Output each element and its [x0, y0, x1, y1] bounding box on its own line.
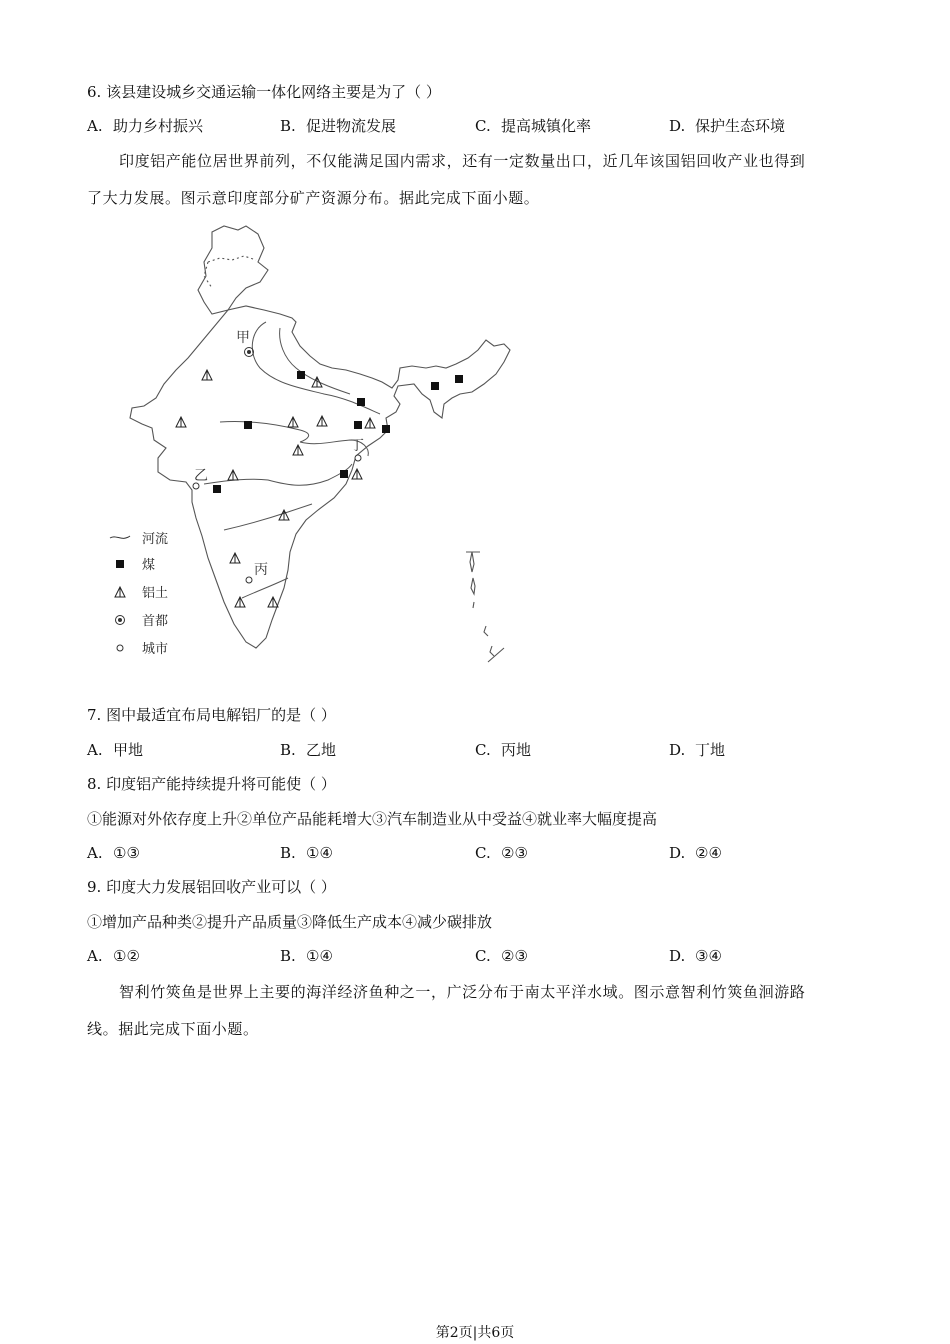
- bauxite-marker: [230, 553, 240, 563]
- passage-1-line-1: 印度铝产能位居世界前列，不仅能满足国内需求，还有一定数量出口，近几年该国铝回收产业也得到: [119, 152, 806, 170]
- bauxite-markers: [176, 370, 375, 607]
- q9-options: [87, 946, 867, 966]
- q6-option-a[interactable]: A. 助力乡村振兴: [87, 117, 204, 135]
- coal-legend-icon: [116, 560, 124, 568]
- q6-stem: 6. 该县建设城乡交通运输一体化网络主要是为了（ ）: [87, 83, 441, 101]
- passage-2-line-1: 智利竹筴鱼是世界上主要的海洋经济鱼种之一，广泛分布于南太平洋水域。图示意智利竹筴鱼洄游路: [119, 983, 806, 1001]
- passage-1-line-2: 了大力发展。图示意印度部分矿产资源分布。据此完成下面小题。: [87, 189, 540, 207]
- bauxite-marker: [235, 597, 245, 607]
- q8-option-c[interactable]: C. ②③: [475, 844, 528, 862]
- label-yi: 乙: [194, 468, 208, 484]
- page-footer: 第2页|共6页: [435, 1325, 515, 1341]
- legend-capital: 首都: [142, 614, 169, 629]
- q7-option-b[interactable]: B. 乙地: [280, 741, 337, 759]
- coal-marker: [455, 375, 463, 383]
- coal-marker: [244, 421, 252, 429]
- coal-marker: [431, 382, 439, 390]
- q7-stem: 7. 图中最适宜布局电解铝厂的是（ ）: [87, 706, 336, 724]
- coal-marker: [213, 485, 221, 493]
- coal-marker: [340, 470, 348, 478]
- city-legend-icon: [117, 645, 123, 651]
- bauxite-marker: [279, 510, 289, 520]
- rivers: [204, 322, 380, 598]
- bauxite-marker: [293, 445, 303, 455]
- q6-option-d[interactable]: D. 保护生态环境: [669, 117, 786, 135]
- legend-river: 河流: [142, 532, 169, 547]
- q7-options: [87, 740, 867, 760]
- q8-options: [87, 843, 867, 863]
- label-ding: 丁: [350, 438, 364, 454]
- bauxite-marker: [202, 370, 212, 380]
- legend-bauxite: 铝土: [142, 586, 169, 601]
- legend-coal: 煤: [142, 558, 156, 573]
- bauxite-marker: [288, 417, 298, 427]
- passage-2-line-2: 线。据此完成下面小题。: [87, 1020, 259, 1038]
- q6-option-c[interactable]: C. 提高城镇化率: [475, 117, 592, 135]
- bauxite-marker: [176, 417, 186, 427]
- q9-stem: 9. 印度大力发展铝回收产业可以（ ）: [87, 878, 336, 896]
- q9-option-c[interactable]: C. ②③: [475, 947, 528, 965]
- q6-options: [87, 116, 867, 136]
- label-bing: 丙: [254, 562, 268, 578]
- bauxite-legend-icon: [115, 587, 125, 597]
- coal-marker: [354, 421, 362, 429]
- q8-option-a[interactable]: A. ①③: [87, 844, 140, 862]
- q8-option-b[interactable]: B. ①④: [280, 844, 333, 862]
- city-marker-ding: [355, 455, 361, 461]
- q8-option-d[interactable]: D. ②④: [669, 844, 722, 862]
- bauxite-marker: [268, 597, 278, 607]
- bauxite-marker: [352, 469, 362, 479]
- q7-option-c[interactable]: C. 丙地: [475, 741, 532, 759]
- q9-option-d[interactable]: D. ③④: [669, 947, 722, 965]
- q6-option-b[interactable]: B. 促进物流发展: [280, 117, 397, 135]
- city-marker-bing: [246, 577, 252, 583]
- q9-option-a[interactable]: A. ①②: [87, 947, 140, 965]
- label-jia: 甲: [236, 330, 250, 346]
- q9-option-b[interactable]: B. ①④: [280, 947, 333, 965]
- bauxite-marker: [317, 416, 327, 426]
- coal-marker: [357, 398, 365, 406]
- q9-statements: ①增加产品种类②提升产品质量③降低生产成本④减少碳排放: [87, 913, 493, 931]
- legend-city: 城市: [142, 642, 169, 657]
- capital-marker-dot: [247, 350, 251, 354]
- q7-option-a[interactable]: A. 甲地: [87, 741, 144, 759]
- q8-stem: 8. 印度铝产能持续提升将可能使（ ）: [87, 775, 336, 793]
- river-legend-icon: [110, 536, 130, 538]
- capital-legend-icon-dot: [118, 618, 122, 622]
- q7-option-d[interactable]: D. 丁地: [669, 741, 726, 759]
- q8-statements: ①能源对外依存度上升②单位产品能耗增大③汽车制造业从中受益④就业率大幅度提高: [87, 810, 658, 828]
- coal-marker: [382, 425, 390, 433]
- bauxite-marker: [365, 418, 375, 428]
- india-mineral-map: [100, 218, 530, 680]
- bauxite-marker: [312, 377, 322, 387]
- map-legend: [110, 531, 168, 657]
- india-outline: [130, 226, 510, 662]
- bauxite-marker: [228, 470, 238, 480]
- coal-marker: [297, 371, 305, 379]
